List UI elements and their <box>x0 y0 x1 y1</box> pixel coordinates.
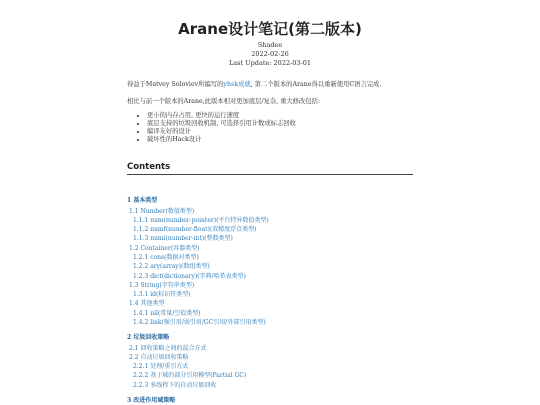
toc-subsection-link[interactable] <box>133 263 210 270</box>
toc-subsection-link[interactable] <box>129 208 194 215</box>
toc-number: 1.4.1 <box>133 310 149 317</box>
toc-label: 处理/重引方式 <box>150 363 189 370</box>
toc-number: 1.1.3 <box>133 235 149 242</box>
toc-label: 改进作用域策略 <box>133 397 176 404</box>
comparison-paragraph: 相比与前一个版本的Arane,此版本相对更加底层/复杂, 重大修改包括: <box>127 98 321 105</box>
toc-label: numi(number-int)(整数类型) <box>150 235 233 242</box>
toc-label: id(标识符类型) <box>150 291 191 298</box>
toc-number: 1.4 <box>129 300 139 307</box>
toc-subsection-link[interactable] <box>129 300 164 307</box>
toc-number: 1 <box>127 197 132 204</box>
toc-label: num(number-pointer)(平台特异数值类型) <box>150 217 269 224</box>
toc-label: dict(dictionary)(字典/哈希表类型) <box>150 273 246 280</box>
toc-number: 1.1 <box>129 208 139 215</box>
toc-subsection-link[interactable] <box>133 226 257 233</box>
toc-subsection-link[interactable] <box>129 245 199 252</box>
toc-number: 1.2 <box>129 245 139 252</box>
toc-number: 1.1.2 <box>133 226 149 233</box>
toc-label: 垃圾回收策略 <box>133 334 170 341</box>
toc-label: 基本类型 <box>133 197 158 204</box>
feature-item: • 编译友好的设计 <box>147 128 296 136</box>
toc-subsection-link[interactable] <box>133 217 269 224</box>
toc-label: link(强引用/弱引用/GC引用/外部引用类型) <box>150 319 266 326</box>
toc-subsection-link[interactable] <box>133 310 201 317</box>
toc-subsection-link[interactable] <box>133 363 188 370</box>
toc-label: Container(容器类型) <box>140 245 200 252</box>
toc-section-link[interactable] <box>127 334 169 341</box>
toc-number: 2.2 <box>129 354 139 361</box>
toc-subsection-link[interactable] <box>133 291 191 298</box>
feature-item: • 更小的内存占用, 更快的运行速度 <box>147 112 296 120</box>
toc-subsection-link[interactable] <box>133 235 233 242</box>
last-update: Last Update: 2022-03-01 <box>228 59 312 67</box>
toc-label: Number(数值类型) <box>140 208 195 215</box>
toc-number: 1.1.1 <box>133 217 149 224</box>
toc-label: nil(常量/空值类型) <box>150 310 201 317</box>
feature-item: • 底层支持的垃圾回收机制, 可选择引用计数或标志回收 <box>147 120 296 128</box>
toc-section-link[interactable] <box>127 397 175 404</box>
toc-number: 3 <box>127 397 132 404</box>
date: 2022-02-26 <box>251 50 289 58</box>
toc-number: 2.2.3 <box>133 382 149 389</box>
toc-subsection-link[interactable] <box>133 319 266 326</box>
toc-label: String(字符串类型) <box>140 282 195 289</box>
toc-number: 1.2.3 <box>133 273 149 280</box>
toc-label: 多线程下的自动垃圾回收 <box>150 382 217 389</box>
toc-label: 自动垃圾回收策略 <box>140 354 189 361</box>
toc-subsection-link[interactable] <box>133 372 246 379</box>
document-title: Arane设计笔记(第二版本) <box>178 20 362 38</box>
toc-number: 2.1 <box>129 345 139 352</box>
toc-number: 1.3.1 <box>133 291 149 298</box>
toc-number: 2.2.1 <box>133 363 149 370</box>
toc-subsection-link[interactable] <box>133 254 199 261</box>
toc-label: 回收策略之间的混合方式 <box>140 345 207 352</box>
toc-label: cons(数据对类型) <box>150 254 199 261</box>
toc-section-link[interactable] <box>127 197 157 204</box>
toc-subsection-link[interactable] <box>133 382 216 389</box>
feature-item: • 破坏性的Hack设计 <box>147 136 296 144</box>
toc-label: ary(array)(数组类型) <box>150 263 210 270</box>
contents-heading: Contents <box>127 162 413 175</box>
intro-link[interactable]: yhsk成就 <box>223 81 251 88</box>
toc-number: 2.2.2 <box>133 372 149 379</box>
toc-number: 1.4.2 <box>133 319 149 326</box>
toc-number: 1.2.1 <box>133 254 149 261</box>
toc-number: 1.2.2 <box>133 263 149 270</box>
toc-subsection-link[interactable] <box>129 282 194 289</box>
toc-number: 2 <box>127 334 132 341</box>
toc-label: 其他类型 <box>140 300 165 307</box>
toc-label: numf(number-float)(双精度浮点类型) <box>150 226 257 233</box>
toc-number: 1.3 <box>129 282 139 289</box>
intro-before: 得益于Matvey Soloviev所编写的 <box>127 81 224 88</box>
toc-label: 基于域的部分引用模型(Partial GC) <box>150 372 247 379</box>
toc-subsection-link[interactable] <box>129 354 188 361</box>
intro-after: , 第二个版本的Arane得以重新使用C语言完成. <box>250 81 382 88</box>
author: Shadee <box>257 41 283 49</box>
toc-subsection-link[interactable] <box>133 273 246 280</box>
toc-subsection-link[interactable] <box>129 345 206 352</box>
